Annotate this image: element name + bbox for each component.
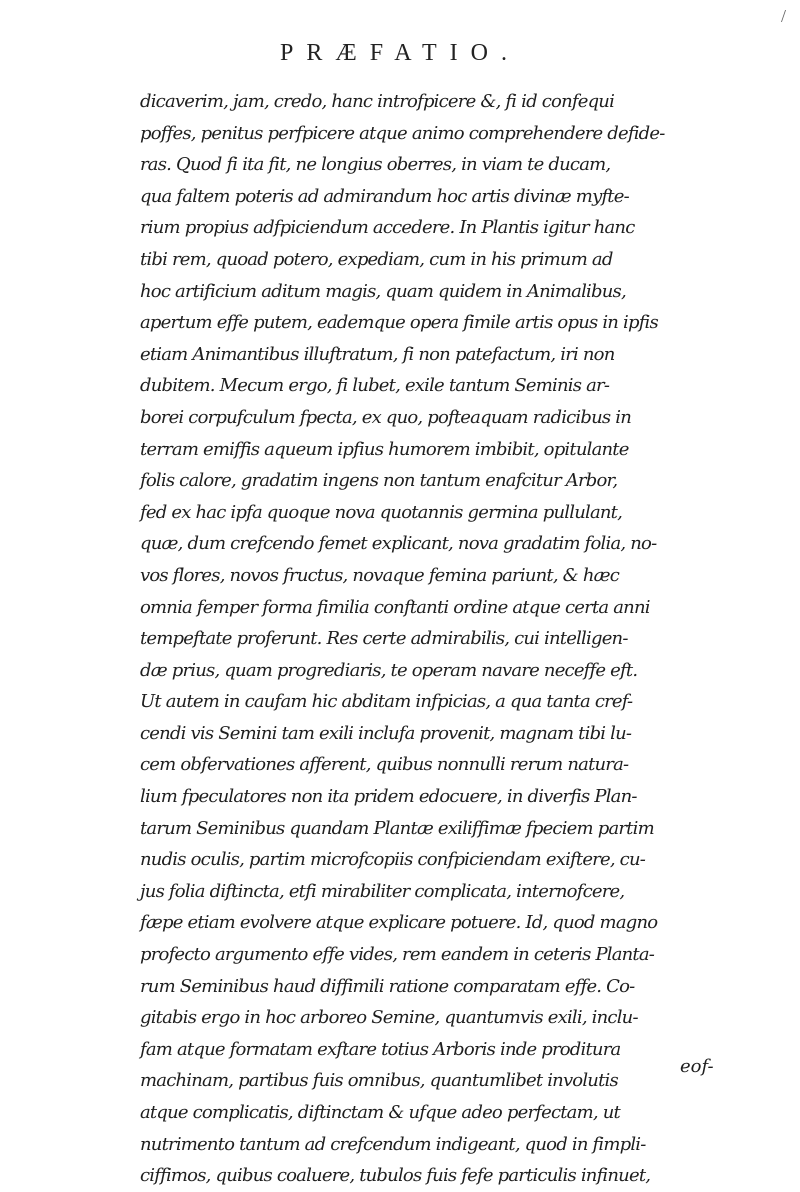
text-line: dæ prius, quam progrediaris, te operam navare neceffe eft. [140,659,638,681]
text-line: omnia femper forma fimilia conftanti ordine atque certa anni [140,596,650,618]
text-line: tempeftate proferunt. Res certe admirabilis, cui intelligen- [140,628,628,650]
text-line: machinam, partibus fuis omnibus, quantumlibet involutis [140,1070,618,1092]
text-line: tibi rem, quoad potero, expediam, cum in his primum ad [140,248,613,270]
text-line: jus folia diftincta, etfi mirabiliter complicata, internofcere, [140,880,625,902]
text-line: ciffimos, quibus coaluere, tubulos fuis fefe particulis infinuet, [140,1165,651,1187]
text-line: rum Seminibus haud diffimili ratione comparatam effe. Co- [140,975,635,997]
text-line: quæ, dum crefcendo femet explicant, nova gradatim folia, no- [140,533,657,555]
catchword: eof- [680,1056,714,1077]
text-line: tarum Seminibus quandam Plantæ exiliffimæ fpeciem partim [140,817,654,839]
text-line: rium propius adfpiciendum accedere. In Plantis igitur hanc [140,217,635,239]
text-line: nudis oculis, partim microfcopiis confpiciendam exiftere, cu- [140,849,646,871]
text-line: profecto argumento effe vides, rem eandem in ceteris Planta- [140,944,655,966]
text-line: etiam Animantibus illuftratum, fi non patefactum, iri non [140,343,615,365]
text-line: fam atque formatam exftare totius Arboris inde proditura [140,1038,621,1060]
running-head: PRÆFATIO. [280,40,520,66]
text-line: fed ex hac ipfa quoque nova quotannis germina pullulant, [140,501,623,523]
text-line: terram emiffis aqueum ipfius humorem imbibit, opitulante [140,438,629,460]
text-line: folis calore, gradatim ingens non tantum enafcitur Arbor, [140,470,618,492]
text-line: poffes, penitus perfpicere atque animo comprehendere defide- [140,122,665,144]
text-line: lium fpeculatores non ita pridem edocuere, in diverfis Plan- [140,786,637,808]
body-text [140,86,720,1192]
text-line: apertum effe putem, eademque opera fimile artis opus in ipfis [140,312,658,334]
text-line: hoc artificium aditum magis, quam quidem in Animalibus, [140,280,626,302]
text-line: ras. Quod fi ita fit, ne longius oberres, in viam te ducam, [140,154,611,176]
text-line: Ut autem in caufam hic abditam infpicias, a qua tanta cref- [140,691,633,713]
text-line: borei corpufculum fpecta, ex quo, pofteaquam radicibus in [140,406,632,428]
text-line: vos flores, novos fructus, novaque femina pariunt, & hæc [140,564,620,586]
text-line: cem obfervationes afferent, quibus nonnulli rerum natura- [140,754,629,776]
text-line: nutrimento tantum ad crefcendum indigeant, quod in fimpli- [140,1133,646,1155]
text-line: atque complicatis, diftinctam & ufque adeo perfectam, ut [140,1102,620,1123]
text-line: gitabis ergo in hoc arboreo Semine, quantumvis exili, inclu- [140,1007,638,1029]
text-line: cendi vis Semini tam exili inclufa provenit, magnam tibi lu- [140,722,632,744]
page-corner-mark: / [780,6,786,26]
text-line: dubitem. Mecum ergo, fi lubet, exile tantum Seminis ar- [140,375,610,397]
text-line: dicaverim, jam, credo, hanc introfpicere &, fi id confequi [140,91,615,112]
text-line: qua faltem poteris ad admirandum hoc artis divinæ myfte- [140,185,629,207]
text-line: fæpe etiam evolvere atque explicare potuere. Id, quod magno [140,912,658,934]
